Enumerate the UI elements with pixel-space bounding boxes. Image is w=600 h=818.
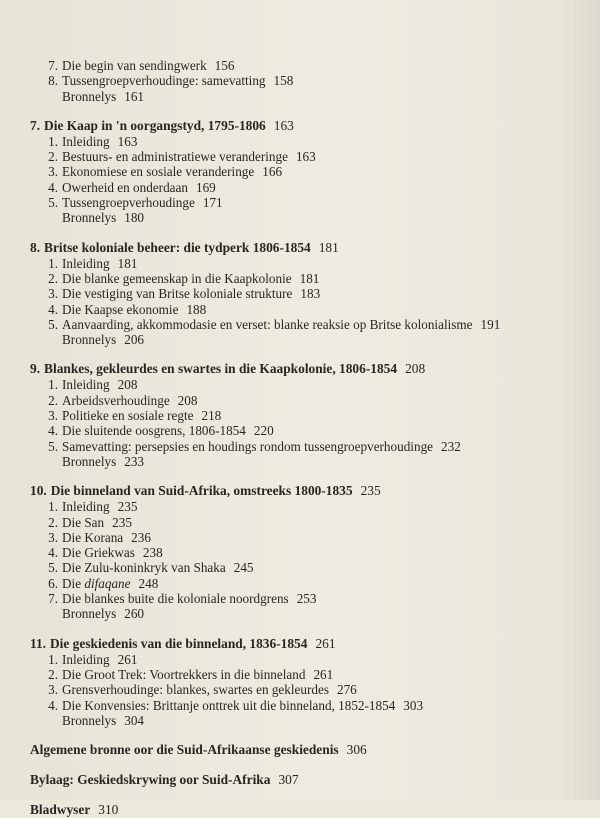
- toc-entry: 6. Die difaqane 248: [48, 575, 159, 591]
- chapter-9: [30, 361, 590, 469]
- toc-entry: 7. Die begin van sendingwerk 156: [48, 58, 235, 73]
- sources-entry: Bronnelys 260: [62, 606, 144, 622]
- toc-entry: 8. Tussengroepverhoudinge: samevatting 158: [48, 73, 294, 89]
- toc-entry: 4. Die Griekwas 238: [48, 545, 163, 561]
- toc-entry: 5. Die Zulu-koninkryk van Shaka 245: [48, 560, 254, 576]
- toc-entry: 4. Owerheid en onderdaan 169: [48, 179, 216, 195]
- chapter-heading: 9. Blankes, gekleurdes en swartes in die Kaapkolonie, 1806-1854 208: [30, 361, 426, 377]
- toc-entry: 5. Tussengroepverhoudinge 171: [48, 195, 223, 211]
- toc-entry: 3. Die vestiging van Britse koloniale strukture 183: [48, 286, 321, 302]
- toc-entry: 7. Die blankes buite die koloniale noordgrens 253: [48, 591, 317, 607]
- back-matter-appendix: Bylaag: Geskiedskrywing oor Suid-Afrika 307: [30, 772, 299, 788]
- toc-entry: 2. Bestuurs- en administratiewe veranderinge 163: [48, 149, 316, 165]
- toc-entry: 2. Die San 235: [48, 514, 132, 530]
- back-matter-general-sources: Algemene bronne oor die Suid-Afrikaanse geskiedenis 306: [30, 742, 367, 758]
- sources-entry: Bronnelys 180: [62, 210, 144, 226]
- back-matter-index: Bladwyser 310: [30, 802, 119, 818]
- chapter-heading: 10. Die binneland van Suid-Afrika, omstreeks 1800-1835 235: [30, 483, 381, 499]
- table-of-contents: [30, 58, 590, 818]
- toc-entry: 4. Die sluitende oosgrens, 1806-1854 220: [48, 423, 274, 439]
- sources-entry: Bronnelys 161: [62, 88, 144, 104]
- toc-entry: 4. Die Konvensies: Brittanje onttrek uit die binneland, 1852-1854 303: [48, 697, 424, 713]
- sources-entry: Bronnelys 206: [62, 332, 144, 348]
- continuation-block: [30, 58, 590, 104]
- toc-entry: 1. Inleiding 181: [48, 255, 138, 271]
- chapter-heading: 7. Die Kaap in 'n oorgangstyd, 1795-1806 163: [30, 117, 294, 133]
- toc-entry: 5. Samevatting: persepsies en houdings rondom tussengroepverhoudinge 232: [48, 438, 461, 454]
- chapter-heading: 8. Britse koloniale beheer: die tydperk 1806-1854 181: [30, 239, 339, 255]
- sources-entry: Bronnelys 304: [62, 712, 144, 728]
- toc-entry: 1. Inleiding 163: [48, 133, 138, 149]
- toc-entry: 2. Die blanke gemeenskap in die Kaapkolonie 181: [48, 270, 320, 286]
- chapter-11: [30, 636, 590, 728]
- chapter-heading: 11. Die geskiedenis van die binneland, 1836-1854 261: [30, 635, 336, 651]
- toc-entry: 1. Inleiding 261: [48, 651, 138, 667]
- toc-entry: 1. Inleiding 208: [48, 377, 138, 393]
- toc-entry: 3. Die Korana 236: [48, 529, 151, 545]
- toc-entry: 4. Die Kaapse ekonomie 188: [48, 301, 207, 317]
- toc-entry: 2. Die Groot Trek: Voortrekkers in die binneland 261: [48, 666, 334, 682]
- toc-entry: 5. Aanvaarding, akkommodasie en verset: blanke reaksie op Britse kolonialisme 191: [48, 316, 501, 332]
- toc-entry: 2. Arbeidsverhoudinge 208: [48, 392, 198, 408]
- toc-entry: 3. Politieke en sosiale regte 218: [48, 408, 222, 424]
- chapter-7: [30, 118, 590, 226]
- toc-entry: 1. Inleiding 235: [48, 499, 138, 515]
- toc-entry: 3. Grensverhoudinge: blankes, swartes en gekleurdes 276: [48, 682, 357, 698]
- toc-entry: 3. Ekonomiese en sosiale veranderinge 166: [48, 164, 283, 180]
- chapter-8: [30, 240, 590, 348]
- chapter-10: [30, 483, 590, 621]
- sources-entry: Bronnelys 233: [62, 453, 144, 469]
